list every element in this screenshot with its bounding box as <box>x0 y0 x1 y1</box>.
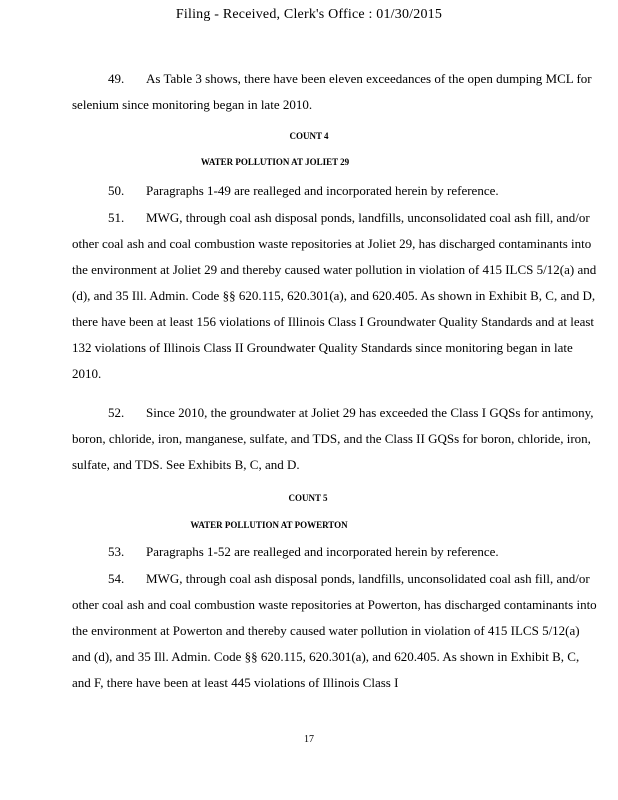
paragraph-53 <box>72 539 600 565</box>
paragraph-51 <box>72 205 600 387</box>
paragraph-50 <box>72 178 600 204</box>
paragraph-text: Paragraphs 1-52 are realleged and incorporated herein by reference. <box>146 544 499 559</box>
paragraph-text: As Table 3 shows, there have been eleven exceedances of the open dumping MCL for selenium since monitoring began in late 2010. <box>72 71 592 112</box>
paragraph-49 <box>72 66 600 118</box>
paragraph-text: Paragraphs 1-49 are realleged and incorporated herein by reference. <box>146 183 499 198</box>
paragraph-54 <box>72 566 600 696</box>
paragraph-number: 53. <box>108 544 125 559</box>
paragraph-number: 51. <box>108 210 125 225</box>
paragraph-text: Since 2010, the groundwater at Joliet 29 has exceeded the Class I GQSs for antimony, boron, chloride, iron, manganese, sulfate, and TDS, and the Class II GQSs for boron, chloride, iron, sulfate, and TDS. See Exhibits B, C, and D. <box>72 405 594 472</box>
paragraph-text: MWG, through coal ash disposal ponds, landfills, unconsolidated coal ash fill, and/or other coal ash and coal combustion waste repositories at Powerton, has discharged contaminants into the environment at Powerton and thereby caused water pollution in violation of 415 ILCS 5/12(a) and (d), and 35 Ill. Admin. Code §§ 620.115, 620.301(a), and 620.405. As shown in Exhibit B, C, and F, there have been at least 445 violations of Illinois Class I <box>72 571 597 690</box>
count-5-heading: COUNT 5 <box>288 493 328 503</box>
page-number: 17 <box>304 734 314 745</box>
paragraph-number: 50. <box>108 183 125 198</box>
filing-header: Filing - Received, Clerk's Office : 01/30/2015 <box>175 7 443 22</box>
paragraph-52 <box>72 400 600 478</box>
count-5-title: WATER POLLUTION AT POWERTON <box>190 520 348 530</box>
paragraph-number: 49. <box>108 71 125 86</box>
paragraph-text: MWG, through coal ash disposal ponds, landfills, unconsolidated coal ash fill, and/or other coal ash and coal combustion waste repositories at Joliet 29, has discharged contaminants into the environment at Joliet 29 and thereby caused water pollution in violation of 415 ILCS 5/12(a) and (d), and 35 Ill. Admin. Code §§ 620.115, 620.301(a), and 620.405. As shown in Exhibit B, C, and D, there have been at least 156 violations of Illinois Class I Groundwater Quality Standards and at least 132 violations of Illinois Class II Groundwater Quality Standards since monitoring began in late 2010. <box>72 210 597 381</box>
count-4-heading: COUNT 4 <box>289 131 329 141</box>
count-4-title: WATER POLLUTION AT JOLIET 29 <box>200 157 350 167</box>
paragraph-number: 52. <box>108 405 125 420</box>
paragraph-number: 54. <box>108 571 125 586</box>
